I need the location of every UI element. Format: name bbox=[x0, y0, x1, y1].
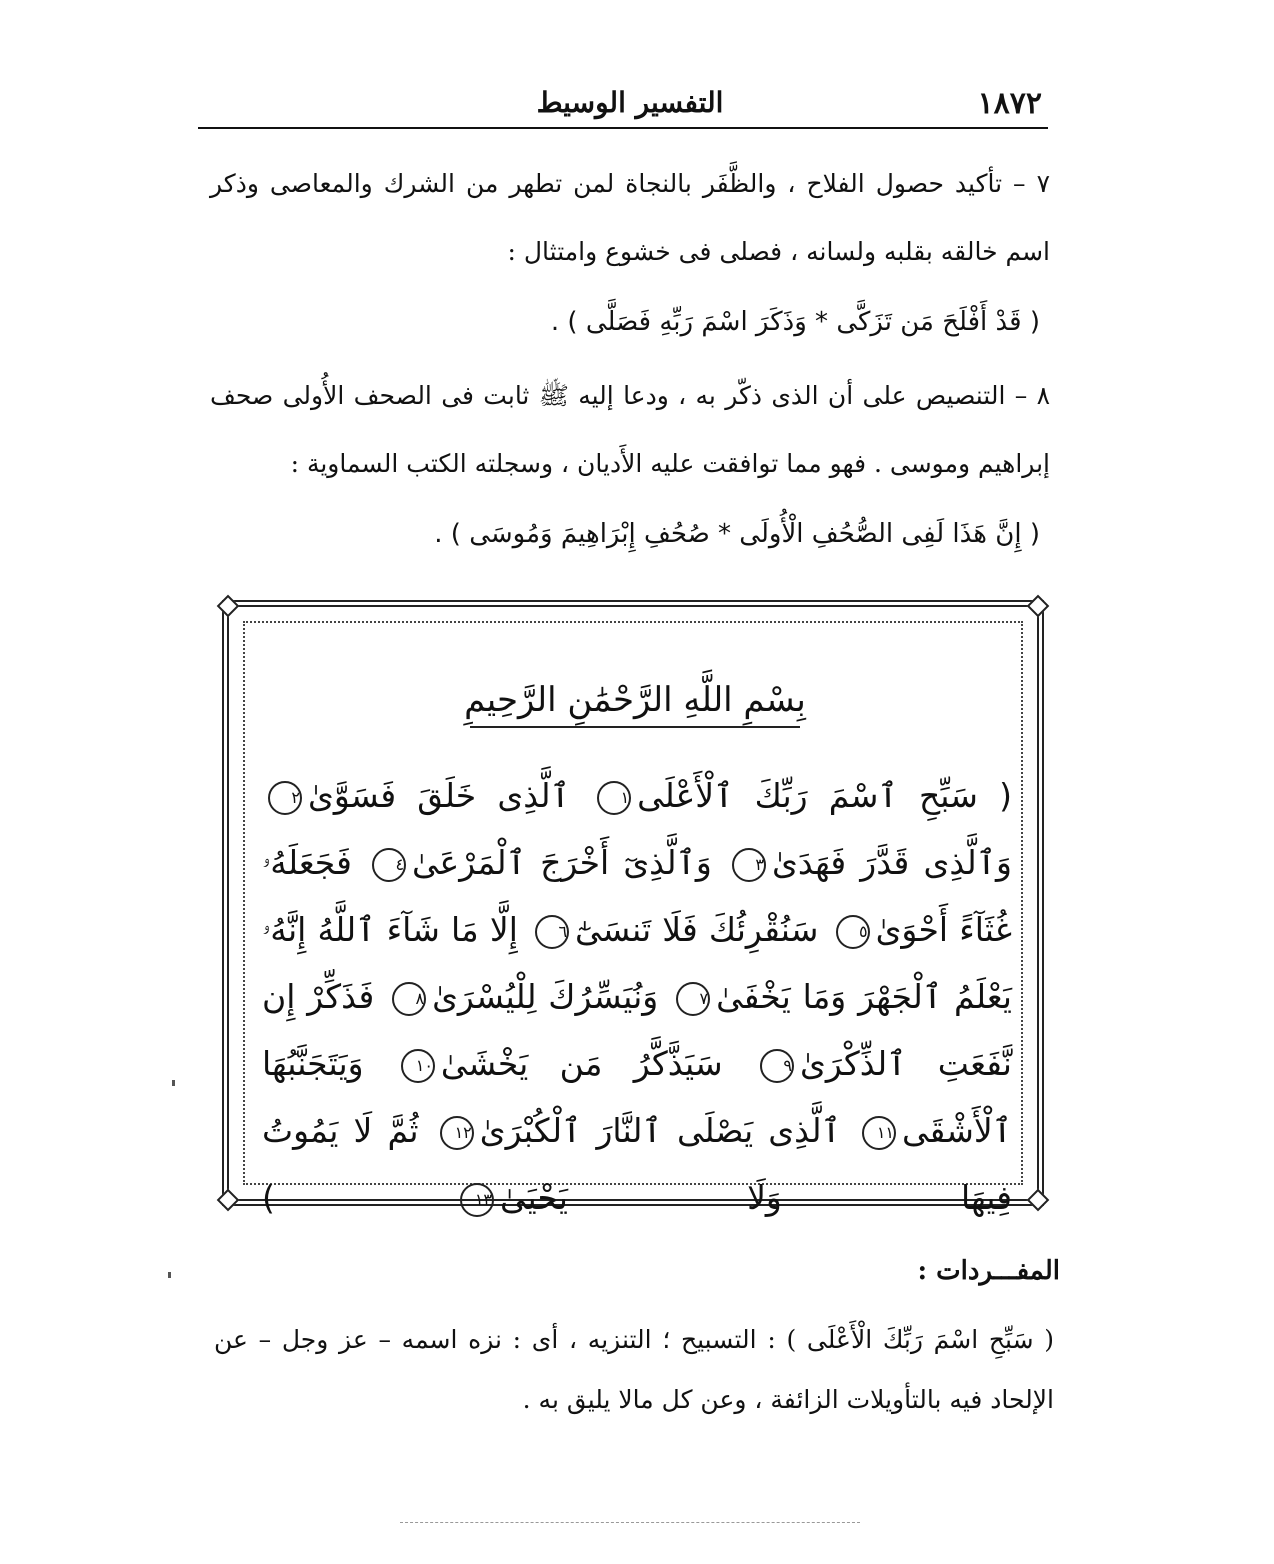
frame-corner-ornament bbox=[1027, 595, 1050, 618]
ayah-text: فَذَكِّرْ إِن نَّفَعَتِ ٱلذِّكْرَىٰ bbox=[262, 977, 1012, 1083]
ayah-number-marker: ١٢ bbox=[440, 1116, 474, 1150]
ayah-text: سَبِّحِ ٱسْمَ رَبِّكَ ٱلْأَعْلَى bbox=[637, 776, 978, 815]
close-parenthesis: ) bbox=[262, 1178, 275, 1217]
ayah-text: وَيَتَجَنَّبُهَا ٱلْأَشْقَى bbox=[262, 1044, 1013, 1150]
ayah-text: فَجَعَلَهُۥ غُثَآءً أَحْوَىٰ bbox=[262, 843, 1012, 949]
ayah-number-marker: ١٠ bbox=[401, 1049, 435, 1083]
ayat-container bbox=[262, 776, 1012, 1217]
ayah-number-marker: ٢ bbox=[268, 781, 302, 815]
frame-corner-ornament bbox=[217, 1189, 240, 1212]
running-title: التفسير الوسيط bbox=[536, 86, 724, 119]
basmala: بِسْمِ اللَّهِ الرَّحْمَٰنِ الرَّحِيمِ bbox=[464, 680, 806, 720]
ayah-text: وَٱلَّذِى قَدَّرَ فَهَدَىٰ bbox=[771, 843, 1012, 882]
header-rule bbox=[198, 127, 1048, 129]
basmala-underline bbox=[470, 726, 800, 728]
ayah-number-marker: ٦ bbox=[535, 915, 569, 949]
point-7-quran-quote: ( قَدْ أَفْلَحَ مَن تَزَكَّى * وَذَكَرَ اسْمَ رَبِّهِ فَصَلَّى ) . bbox=[550, 307, 1040, 337]
ayah-number-marker: ٨ bbox=[392, 982, 426, 1016]
ayah-number-marker: ٥ bbox=[836, 915, 870, 949]
ayah-text: إِلَّا مَا شَآءَ ٱللَّهُ إِنَّهُۥ يَعْلَمُ ٱلْجَهْرَ وَمَا يَخْفَىٰ bbox=[262, 910, 1012, 1016]
page-number: ١٨٧٢ bbox=[977, 86, 1042, 121]
footer-rule bbox=[400, 1522, 860, 1523]
ayah-number-marker: ١١ bbox=[862, 1116, 896, 1150]
frame-corner-ornament bbox=[217, 595, 240, 618]
point-8-paragraph: ٨ – التنصيص على أن الذى ذكّر به ، ودعا إليه ﷺ ثابت فى الصحف الأُولى صحف إبراهيم وموسى . فهو مما توافقت عليه الأَديان ، وسجلته الكتب السماوية : bbox=[210, 381, 1050, 478]
ayah-text: سَنُقْرِئُكَ فَلَا تَنسَىٰٓ bbox=[575, 910, 819, 949]
point-8-quran-quote: ( إِنَّ هَذَا لَفِى الصُّحُفِ الْأُولَى * صُحُفِ إِبْرَاهِيمَ وَمُوسَى ) . bbox=[434, 519, 1040, 549]
ayah-number-marker: ٤ bbox=[372, 848, 406, 882]
ayah-text: وَٱلَّذِىٓ أَخْرَجَ ٱلْمَرْعَىٰ bbox=[412, 843, 712, 882]
point-7-paragraph: ٧ – تأكيد حصول الفلاح ، والظَّفَر بالنجاة لمن تطهر من الشرك والمعاصى وذكر اسم خالقه بقلبه ولسانه ، فصلى فى خشوع وامتثال : bbox=[210, 169, 1050, 266]
vocabulary-heading: المفـــردات : bbox=[917, 1256, 1060, 1286]
ayah-number-marker: ٩ bbox=[760, 1049, 794, 1083]
ayah-text: ثُمَّ لَا يَمُوتُ فِيهَا وَلَا يَحْيَىٰ bbox=[262, 1111, 1012, 1217]
ayah-text: وَنُيَسِّرُكَ لِلْيُسْرَىٰ bbox=[432, 977, 659, 1016]
ayah-text: ٱلَّذِى خَلَقَ فَسَوَّىٰ bbox=[308, 776, 570, 815]
open-parenthesis: ( bbox=[999, 776, 1012, 815]
surah-verses bbox=[262, 762, 1012, 1231]
ayah-number-marker: ١ bbox=[597, 781, 631, 815]
frame-corner-ornament bbox=[1027, 1189, 1050, 1212]
scan-speck bbox=[172, 1080, 175, 1086]
ayah-number-marker: ٣ bbox=[732, 848, 766, 882]
scan-speck bbox=[168, 1272, 171, 1278]
vocabulary-entry: ( سَبِّحِ اسْمَ رَبِّكَ الْأَعْلَى ) : التسبيح ؛ التنزيه ، أى : نزه اسمه – عز وجل – عن الإلحاد فيه بالتأويلات الزائفة ، وعن كل مالا يليق به . bbox=[214, 1325, 1054, 1414]
ayah-number-marker: ١٣ bbox=[460, 1183, 494, 1217]
ayah-text: سَيَذَّكَّرُ مَن يَخْشَىٰ bbox=[440, 1044, 723, 1083]
ayah-text: ٱلَّذِى يَصْلَى ٱلنَّارَ ٱلْكُبْرَىٰ bbox=[479, 1111, 841, 1150]
ayah-number-marker: ٧ bbox=[676, 982, 710, 1016]
